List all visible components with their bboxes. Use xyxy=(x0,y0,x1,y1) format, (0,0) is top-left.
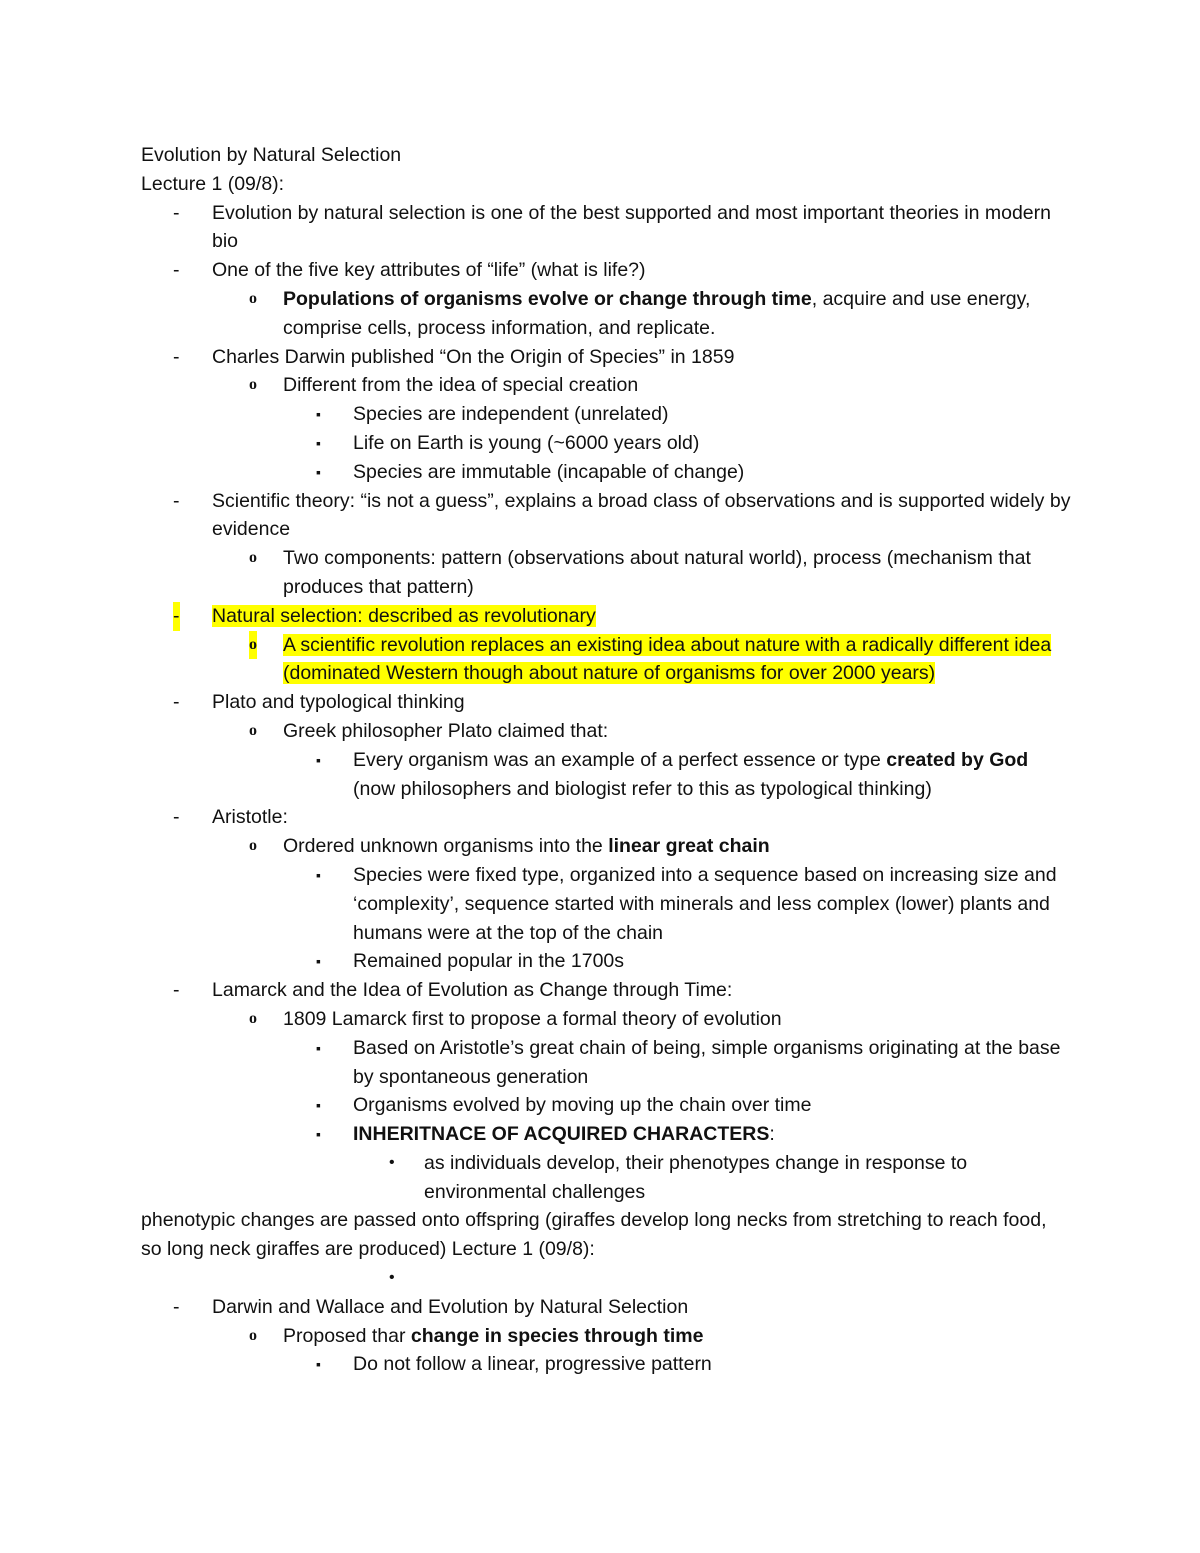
circle-bullet: o xyxy=(249,1326,257,1344)
circle-bullet: o xyxy=(249,289,257,307)
dash-bullet: - xyxy=(173,979,180,1002)
circle-bullet: o xyxy=(249,376,257,394)
list-item xyxy=(141,256,1071,285)
square-bullet: ▪ xyxy=(316,434,321,451)
list-item-text: Do not follow a linear, progressive pattern xyxy=(353,1353,712,1376)
list-item-text: Plato and typological thinking xyxy=(212,691,465,714)
list-item xyxy=(141,458,1071,487)
list-item-text: Aristotle: xyxy=(212,806,288,829)
round-bullet: • xyxy=(389,1153,395,1171)
list-item-text: Based on Aristotle’s great chain of being, simple organisms originating at the base by spontaneous generation xyxy=(353,1036,1061,1088)
circle-bullet: o xyxy=(249,721,257,739)
dash-bullet: - xyxy=(173,806,180,829)
circle-bullet: o xyxy=(249,631,257,660)
list-item xyxy=(141,371,1071,400)
list-item-text: Greek philosopher Plato claimed that: xyxy=(283,719,609,742)
dash-bullet: - xyxy=(173,691,180,714)
list-item-text: Life on Earth is young (~6000 years old) xyxy=(353,431,700,454)
list-item-text: One of the five key attributes of “life” (what is life?) xyxy=(212,259,646,282)
list-item xyxy=(141,343,1071,372)
list-item xyxy=(141,861,1071,947)
square-bullet: ▪ xyxy=(316,406,321,423)
list-item xyxy=(141,487,1071,545)
list-item xyxy=(141,746,1071,804)
bold-text: linear great chain xyxy=(608,835,770,858)
square-bullet: ▪ xyxy=(316,1039,321,1056)
highlighted-text: Natural selection: described as revolutionary xyxy=(212,604,596,627)
list-item xyxy=(141,717,1071,746)
list-item xyxy=(141,1005,1071,1034)
list-item-text: Species are independent (unrelated) xyxy=(353,403,669,426)
square-bullet: ▪ xyxy=(316,751,321,768)
dash-bullet: - xyxy=(173,602,180,631)
dash-bullet: - xyxy=(173,489,180,512)
list-item xyxy=(141,429,1071,458)
list-item-text: Different from the idea of special creation xyxy=(283,374,639,397)
square-bullet: ▪ xyxy=(316,953,321,970)
list-item xyxy=(141,199,1071,257)
list-item xyxy=(141,1091,1071,1120)
document-title: Evolution by Natural Selection xyxy=(141,144,402,166)
bold-text: Populations of organisms evolve or change through time xyxy=(283,287,812,310)
bold-text: created by God xyxy=(886,748,1029,771)
list-item-text: 1809 Lamarck first to propose a formal theory of evolution xyxy=(283,1007,782,1030)
list-item xyxy=(141,803,1071,832)
lecture-heading: Lecture 1 (09/8): xyxy=(141,172,285,195)
bold-text: change in species through time xyxy=(410,1324,704,1347)
dash-bullet: - xyxy=(173,201,180,224)
list-item xyxy=(141,285,1071,343)
highlighted-text: A scientific revolution replaces an existing idea about nature with a radically different idea (dominated Western though about nature of organisms for over 2000 years) xyxy=(283,633,1052,685)
list-item-text: Organisms evolved by moving up the chain over time xyxy=(353,1094,812,1117)
list-item-text: Proposed thar xyxy=(283,1324,411,1347)
list-item-text: Charles Darwin published “On the Origin of Species” in 1859 xyxy=(212,345,735,368)
list-item xyxy=(141,1149,1071,1207)
list-item xyxy=(141,1322,1071,1351)
list-item xyxy=(141,832,1071,861)
circle-bullet: o xyxy=(249,1009,257,1027)
list-item-text: Species are immutable (incapable of change) xyxy=(353,460,745,483)
square-bullet: ▪ xyxy=(316,866,321,883)
square-bullet: ▪ xyxy=(316,1097,321,1114)
square-bullet: ▪ xyxy=(316,1356,321,1373)
document-body xyxy=(141,141,1071,1379)
paragraph: phenotypic changes are passed onto offspring (giraffes develop long necks from stretching to reach food, so long neck giraffes are produced) Lecture 1 (09/8): xyxy=(141,1209,1047,1261)
list-item-text: (now philosophers and biologist refer to this as typological thinking) xyxy=(353,777,932,800)
list-item-text: Two components: pattern (observations about natural world), process (mechanism that produces that pattern) xyxy=(283,547,1031,598)
list-item-text: Ordered unknown organisms into the xyxy=(283,835,609,858)
list-item xyxy=(141,1034,1071,1092)
list-item-text: Scientific theory: “is not a guess”, explains a broad class of observations and is supported widely by evidence xyxy=(212,489,1071,541)
circle-bullet: o xyxy=(249,549,257,567)
list-item-text: Evolution by natural selection is one of the best supported and most important theories in modern bio xyxy=(212,201,1051,253)
list-item xyxy=(141,400,1071,429)
circle-bullet: o xyxy=(249,837,257,855)
list-item-text: Darwin and Wallace and Evolution by Natural Selection xyxy=(212,1295,689,1318)
list-item-text: : xyxy=(769,1123,775,1146)
list-item xyxy=(141,1350,1071,1379)
highlighted-list-item xyxy=(141,602,1071,631)
round-bullet: • xyxy=(389,1269,395,1287)
highlighted-list-item xyxy=(141,631,1071,689)
list-item-text: as individuals develop, their phenotypes change in response to environmental challenges xyxy=(424,1151,968,1203)
bold-text: INHERITNACE OF ACQUIRED CHARACTERS xyxy=(353,1123,770,1146)
list-item xyxy=(141,1120,1071,1149)
list-item-text: Remained popular in the 1700s xyxy=(353,950,625,973)
list-item xyxy=(141,1293,1071,1322)
dash-bullet: - xyxy=(173,259,180,282)
list-item-text: Every organism was an example of a perfect essence or type xyxy=(353,748,887,771)
dash-bullet: - xyxy=(173,345,180,368)
square-bullet: ▪ xyxy=(316,463,321,480)
list-item xyxy=(141,947,1071,976)
list-item xyxy=(141,544,1071,602)
list-item xyxy=(141,688,1071,717)
list-item-text: Species were fixed type, organized into a sequence based on increasing size and ‘complexity’, sequence started with minerals and less complex (lower) plants and humans were at the top of the chain xyxy=(353,863,1057,944)
list-item-text: , acquire and use energy, comprise cells, process information, and replicate. xyxy=(283,287,1031,339)
list-item-text: Lamarck and the Idea of Evolution as Change through Time: xyxy=(212,979,733,1002)
list-item xyxy=(141,976,1071,1005)
dash-bullet: - xyxy=(173,1295,180,1318)
square-bullet: ▪ xyxy=(316,1126,321,1143)
empty-list-item xyxy=(141,1264,1071,1293)
